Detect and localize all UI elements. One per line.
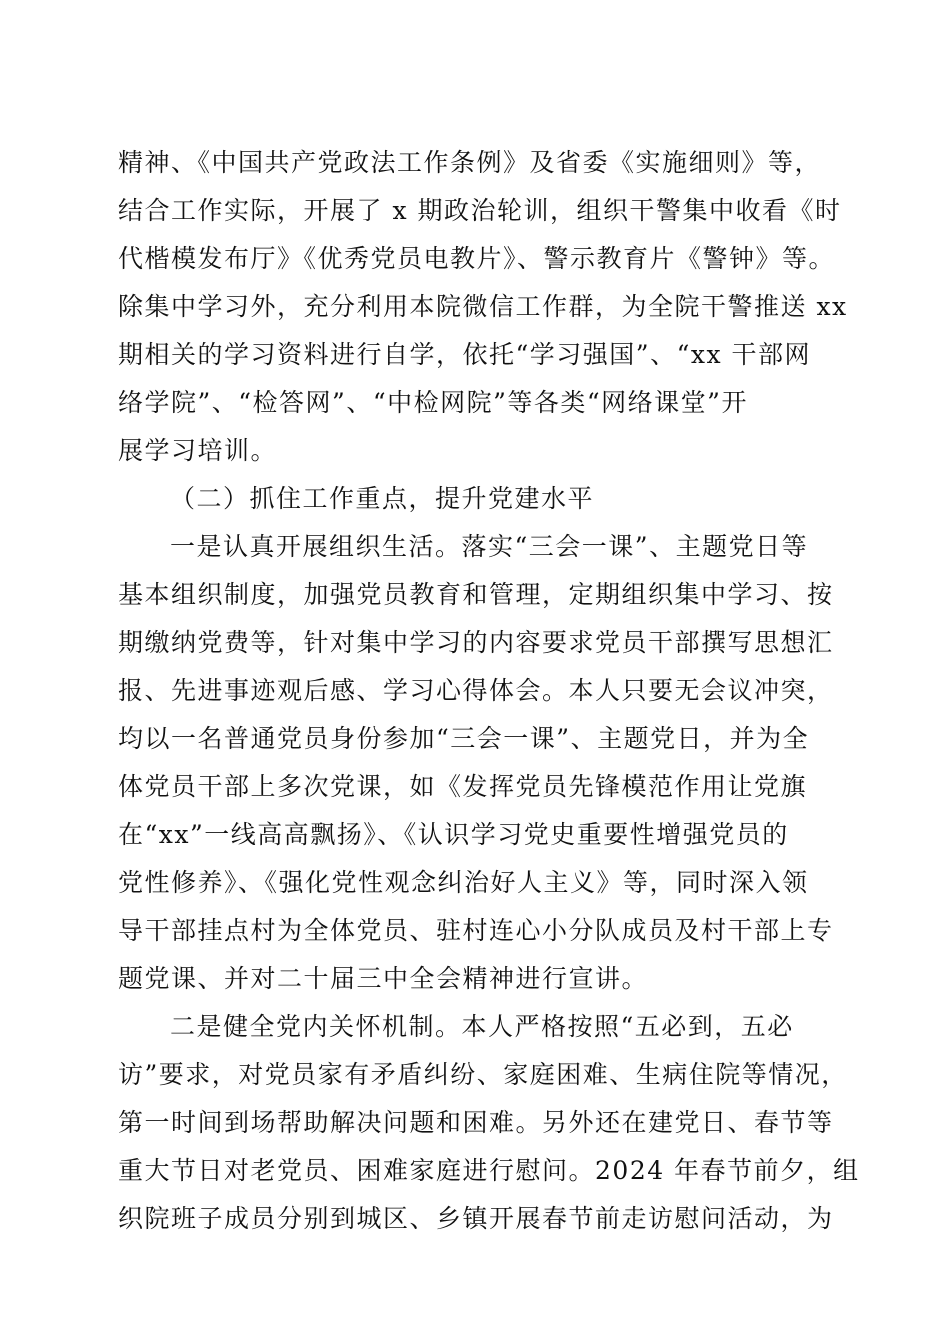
paragraph-line: 导干部挂点村为全体党员、驻村连心小分队成员及村干部上专	[118, 916, 834, 945]
section-heading: （二）抓住工作重点，提升党建水平	[170, 484, 595, 513]
paragraph-line: 结合工作实际，开展了 x 期政治轮训，组织干警集中收看《时	[118, 196, 842, 225]
paragraph-line: 基本组织制度，加强党员教育和管理，定期组织集中学习、按	[118, 580, 834, 609]
paragraph-line: 期相关的学习资料进行自学，依托“学习强国”、“xx 干部网	[118, 340, 811, 369]
paragraph-line: 第一时间到场帮助解决问题和困难。另外还在建党日、春节等	[118, 1108, 834, 1137]
paragraph-line: 除集中学习外，充分利用本院微信工作群，为全院干警推送 xx	[118, 292, 848, 321]
paragraph-line: 党性修养》、《强化党性观念纠治好人主义》等，同时深入领	[118, 868, 809, 897]
paragraph-line: 访”要求，对党员家有矛盾纠纷、家庭困难、生病住院等情况，	[118, 1060, 848, 1089]
paragraph-line: 体党员干部上多次党课，如《发挥党员先锋模范作用让党旗	[118, 772, 808, 801]
paragraph-line: 在“xx”一线高高飘扬》、《认识学习党史重要性增强党员的	[118, 820, 789, 849]
paragraph-line: 报、先进事迹观后感、学习心得体会。本人只要无会议冲突，	[118, 676, 834, 705]
paragraph-line: 织院班子成员分别到城区、乡镇开展春节前走访慰问活动，为	[118, 1204, 834, 1233]
paragraph-line: 题党课、并对二十届三中全会精神进行宣讲。	[118, 964, 649, 993]
paragraph-line: 代楷模发布厅》《优秀党员电教片》、警示教育片《警钟》等。	[118, 244, 836, 273]
paragraph-line: 络学院”、“检答网”、“中检网院”等各类“网络课堂”开	[118, 388, 748, 417]
paragraph-line	[170, 532, 890, 562]
paragraph-line: 展学习培训。	[118, 436, 278, 465]
paragraph-line: 精神、《中国共产党政法工作条例》及省委《实施细则》等，	[118, 148, 822, 177]
paragraph-lead: 一是认真开展组织生活。	[170, 532, 462, 561]
paragraph-line	[170, 1012, 890, 1042]
paragraph-line: 期缴纳党费等，针对集中学习的内容要求党员干部撰写思想汇	[118, 628, 834, 657]
paragraph-lead: 二是健全党内关怀机制。	[170, 1012, 462, 1041]
paragraph-line: 重大节日对老党员、困难家庭进行慰问。2024 年春节前夕，组	[118, 1156, 860, 1185]
paragraph-text: 落实“三会一课”、主题党日等	[461, 532, 809, 561]
paragraph-line: 均以一名普通党员身份参加“三会一课”、主题党日，并为全	[118, 724, 810, 753]
paragraph-text: 本人严格按照“五必到，五必	[461, 1012, 794, 1041]
